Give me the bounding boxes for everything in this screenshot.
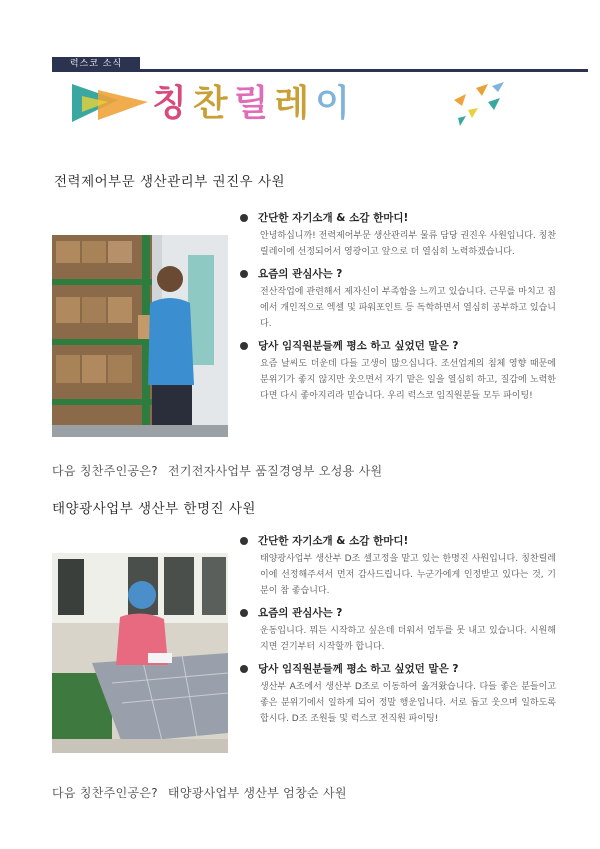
bullet-icon — [240, 270, 248, 278]
section-1-question-3 — [240, 338, 556, 353]
section-2-person-title: 태양광사업부 생산부 한명진 사원 — [52, 501, 256, 517]
section-2-qa — [240, 533, 556, 733]
question-text: 간단한 자기소개 & 소감 한마디! — [258, 212, 409, 224]
page-title — [152, 84, 356, 124]
header-rule — [140, 69, 588, 72]
section-1-person-title: 전력제어부문 생산관리부 권진우 사원 — [54, 174, 286, 190]
section-1-question-1 — [240, 210, 556, 225]
bullet-icon — [240, 214, 248, 222]
title-char-4: 레 — [274, 83, 316, 124]
title-char-5: 이 — [315, 83, 356, 124]
section-1-question-2 — [240, 266, 556, 281]
question-text: 요즘의 관심사는 ? — [258, 607, 343, 619]
section-1-photo — [52, 235, 228, 437]
section-1-next-nominee — [52, 462, 382, 479]
section-2-question-3 — [240, 661, 556, 676]
bullet-icon — [240, 537, 248, 545]
section-2-photo — [52, 553, 228, 753]
question-text: 요즘의 관심사는 ? — [258, 268, 343, 280]
question-text: 간단한 자기소개 & 소감 한마디! — [258, 535, 409, 547]
confetti-decoration-icon — [448, 80, 508, 128]
section-1-answer-3: 요즘 날씨도 더운데 다들 고생이 많으십니다. 조선업계의 침체 영향 때문에 분위기가 좋지 않지만 웃으면서 자기 맡은 일을 열심히 하고, 질감에 노력한다면 다시 좋아지리라 믿습니다. 우리 럭스코 임직원분들 모두 파이팅! — [260, 359, 556, 401]
next-label: 다음 칭찬주인공은? — [52, 786, 158, 800]
section-1-answer-2: 전산작업에 관련해서 제자신이 부족함을 느끼고 있습니다. 근무를 마치고 집에서 개인적으로 엑셀 및 파워포인트 등 독학하면서 열심히 공부하고 있습니다. — [260, 287, 556, 329]
section-2-next-nominee — [52, 784, 347, 801]
section-2-question-2 — [240, 605, 556, 620]
next-value: 전기전자사업부 품질경영부 오성용 사원 — [167, 464, 383, 478]
section-tag: 럭스코 소식 — [52, 57, 140, 72]
bullet-icon — [240, 342, 248, 350]
next-value: 태양광사업부 생산부 엄창순 사원 — [167, 786, 347, 800]
bullet-icon — [240, 609, 248, 617]
bullet-icon — [240, 665, 248, 673]
title-char-3: 릴 — [233, 83, 275, 124]
next-label: 다음 칭찬주인공은? — [52, 464, 158, 478]
question-text: 당사 임직원분들께 평소 하고 싶었던 말은 ? — [258, 340, 459, 352]
section-1-answer-1: 안녕하십니까! 전력제어부문 생산관리부 물류 담당 권진우 사원입니다. 칭찬릴레이에 선정되어서 영광이고 앞으로 더 열심히 노력하겠습니다. — [260, 231, 557, 257]
section-2-answer-3: 생산부 A조에서 생산부 D조로 이동하여 옮겨왔습니다. 다들 좋은 분들이고 좋은 분위기에서 일하게 되어 정말 행운입니다. 서로 돕고 웃으며 일하도록 합시다. D조 조원들 및 럭스코 전직원 파이팅! — [260, 682, 556, 724]
section-2-answer-1: 태양광사업부 생산부 D조 셀고정을 맡고 있는 한명진 사원입니다. 칭찬릴레이에 선정해주셔서 먼저 감사드립니다. 누군가에게 인정받고 있다는 것, 기분이 참 좋습니다. — [260, 554, 556, 596]
section-1-qa — [240, 210, 556, 410]
title-char-1: 칭 — [152, 83, 193, 124]
section-2-answer-2: 운동입니다. 뭐든 시작하고 싶은데 더워서 엄두를 못 내고 있습니다. 시원해지면 걷기부터 시작할까 합니다. — [260, 626, 556, 652]
title-char-2: 찬 — [192, 83, 234, 124]
section-2-question-1 — [240, 533, 556, 548]
relay-logo-icon — [68, 78, 152, 128]
question-text: 당사 임직원분들께 평소 하고 싶었던 말은 ? — [258, 663, 459, 675]
